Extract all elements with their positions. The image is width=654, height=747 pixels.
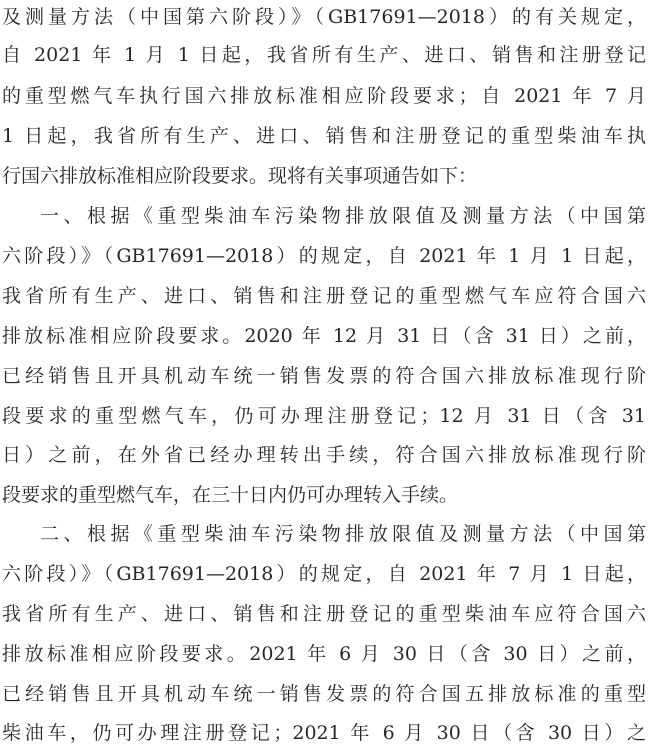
text-line-3: 的重型燃气车执行国六排放标准相应阶段要求；自 2021 年 7 月 bbox=[2, 85, 646, 107]
paragraph-1-line-7: 日）之前，在外省已经办理转出手续，符合国六排放标准现行阶 bbox=[2, 444, 646, 466]
text-line-4: 1 日起，我省所有生产、进口、销售和注册登记的重型柴油车执 bbox=[2, 125, 646, 147]
paragraph-2-line-3: 我省所有生产、进口、销售和注册登记的重型柴油车应符合国六 bbox=[2, 603, 646, 625]
text-line-2: 自 2021 年 1 月 1 日起，我省所有生产、进口、销售和注册登记 bbox=[2, 44, 646, 66]
paragraph-2-line-1: 二、根据《重型柴油车污染物排放限值及测量方法（中国第 bbox=[40, 523, 646, 545]
paragraph-1-line-8: 段要求的重型燃气车，在三十日内仍可办理转入手续。 bbox=[2, 484, 459, 506]
paragraph-1-line-5: 已经销售且开具机动车统一销售发票的符合国六排放标准现行阶 bbox=[2, 365, 646, 387]
paragraph-1-line-2: 六阶段）》（GB17691—2018）的规定，自 2021 年 1 月 1 日起， bbox=[2, 245, 646, 267]
paragraph-1-line-4: 排放标准相应阶段要求。2020 年 12 月 31 日（含 31 日）之前， bbox=[2, 325, 646, 347]
paragraph-1-line-3: 我省所有生产、进口、销售和注册登记的重型燃气车应符合国六 bbox=[2, 285, 646, 307]
paragraph-2-line-4: 排放标准相应阶段要求。2021 年 6 月 30 日（含 30 日）之前， bbox=[2, 643, 646, 665]
paragraph-2-line-5: 已经销售且开具机动车统一销售发票的符合国五排放标准的重型 bbox=[2, 683, 646, 705]
paragraph-2-line-2: 六阶段）》（GB17691—2018）的规定，自 2021 年 7 月 1 日起， bbox=[2, 563, 646, 585]
text-line-1: 及测量方法（中国第六阶段）》（GB17691—2018）的有关规定， bbox=[2, 6, 646, 28]
paragraph-1-line-1: 一、根据《重型柴油车污染物排放限值及测量方法（中国第 bbox=[40, 205, 646, 227]
paragraph-1-line-6: 段要求的重型燃气车，仍可办理注册登记；12 月 31 日（含 31 bbox=[2, 405, 646, 427]
paragraph-2-line-6: 柴油车，仍可办理注册登记；2021 年 6 月 30 日（含 30 日）之 bbox=[2, 722, 646, 744]
text-line-5: 行国六排放标准相应阶段要求。现将有关事项通告如下： bbox=[2, 165, 478, 187]
